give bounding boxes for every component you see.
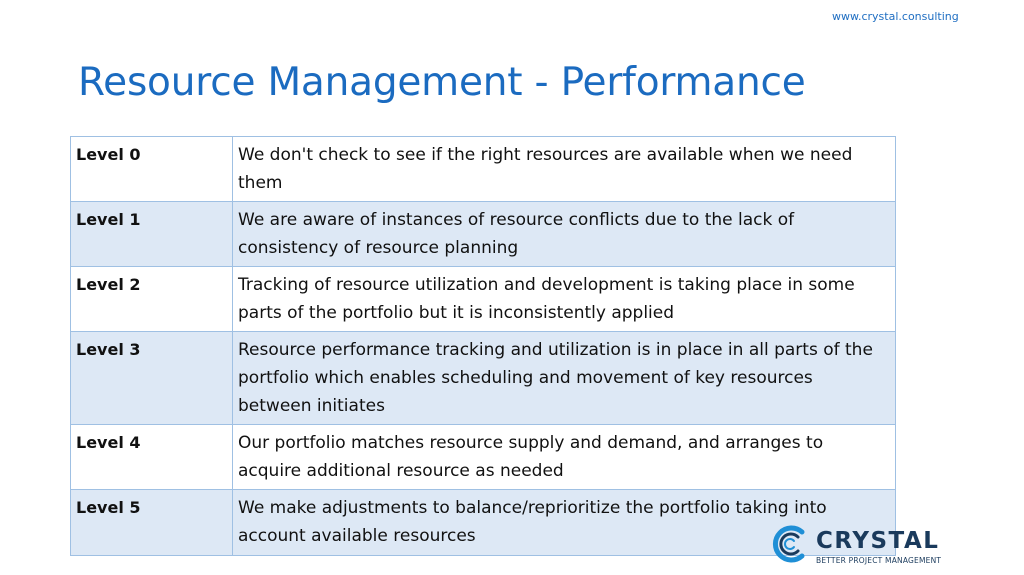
table-row xyxy=(71,425,896,490)
level-label: Level 5 xyxy=(71,490,233,556)
level-label: Level 3 xyxy=(71,332,233,425)
logo-name: CRYSTAL xyxy=(816,528,940,554)
level-description: We make adjustments to balance/reprioritize the portfolio taking into account available resources xyxy=(233,490,896,556)
table-row xyxy=(71,202,896,267)
level-description: Our portfolio matches resource supply and demand, and arranges to acquire additional resource as needed xyxy=(233,425,896,490)
level-description: We don't check to see if the right resources are available when we need them xyxy=(233,137,896,202)
table-row xyxy=(71,137,896,202)
level-label: Level 2 xyxy=(71,267,233,332)
maturity-levels-table xyxy=(70,136,896,556)
table-row xyxy=(71,267,896,332)
website-url[interactable]: www.crystal.consulting xyxy=(832,10,959,23)
level-description: Tracking of resource utilization and development is taking place in some parts of the portfolio but it is inconsistently applied xyxy=(233,267,896,332)
level-description: Resource performance tracking and utilization is in place in all parts of the portfolio which enables scheduling and movement of key resources between initiates xyxy=(233,332,896,425)
level-label: Level 4 xyxy=(71,425,233,490)
table-row xyxy=(71,332,896,425)
crystal-ring-icon xyxy=(768,522,812,566)
level-label: Level 1 xyxy=(71,202,233,267)
crystal-logo xyxy=(768,522,958,570)
logo-tagline: BETTER PROJECT MANAGEMENT xyxy=(816,556,942,565)
level-label: Level 0 xyxy=(71,137,233,202)
page-title: Resource Management - Performance xyxy=(78,60,806,105)
level-description: We are aware of instances of resource conflicts due to the lack of consistency of resource planning xyxy=(233,202,896,267)
